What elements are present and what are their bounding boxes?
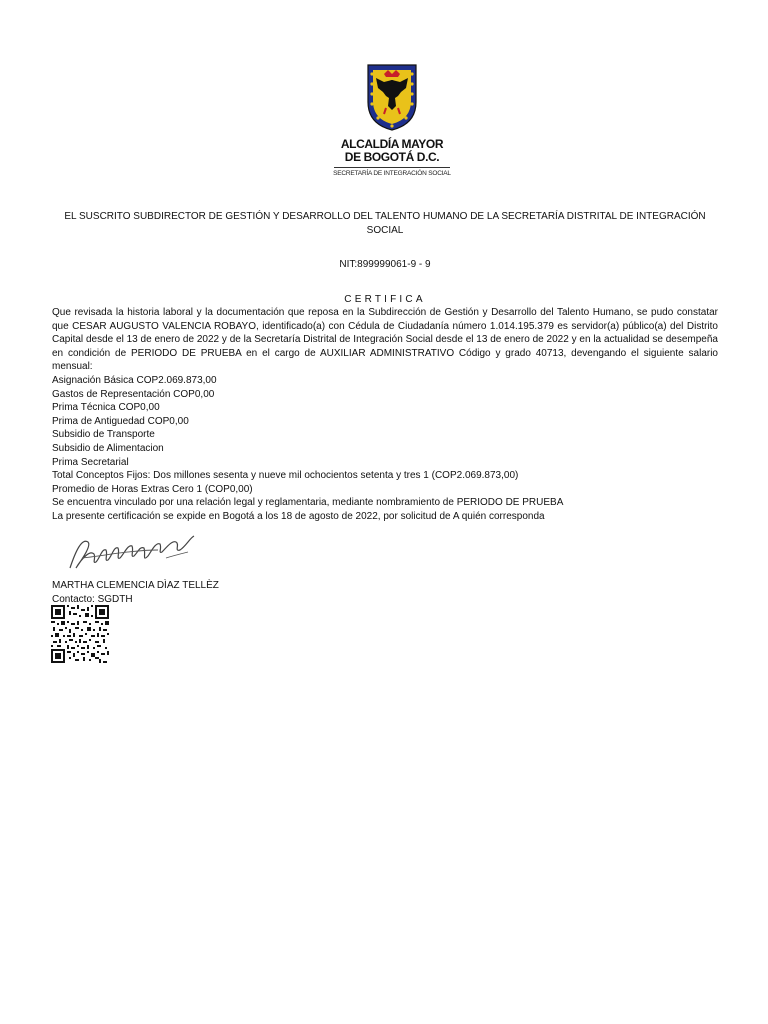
salary-line: Gastos de Representación COP0,00 <box>52 388 215 400</box>
certificate-body <box>52 306 718 524</box>
overtime-line: Promedio de Horas Extras Cero 1 (COP0,00) <box>52 483 253 495</box>
salary-line: Asignación Básica COP2.069.873,00 <box>52 374 217 386</box>
certification-paragraph: Que revisada la historia laboral y la documentación que reposa en la Subdirección de Gestión y Desarrollo del Talento Humano, se pudo constatar que CESAR AUGUSTO VALENCIA ROBAYO, identificado(a) con Cédula de Ciudadanía número 1.014.195.379 es servidor(a) público(a) del Distrito Capital desde el 13 de enero de 2022 y de la Secretaría Distrital de Integración Social desde el 13 de enero de 2022 y en la actualidad se desempeña en condición de PERIODO DE PRUEBA en el cargo de AUXILIAR ADMINISTRATIVO Código y grado 40713, devengando el siguiente salario mensual: <box>52 307 718 373</box>
issuance-line: La presente certificación se expide en Bogotá a los 18 de agosto de 2022, por solicitud de A quién corresponda <box>52 510 545 522</box>
salary-line: Subsidio de Alimentacion <box>52 442 164 454</box>
logo-title-line1: ALCALDÍA MAYOR <box>340 137 444 151</box>
appointment-line: Se encuentra vinculado por una relación legal y reglamentaria, mediante nombramiento de PERIODO DE PRUEBA <box>52 497 564 509</box>
salary-line: Prima Secretarial <box>52 456 129 468</box>
salary-line: Subsidio de Transporte <box>52 429 155 441</box>
logo-subtitle: SECRETARÍA DE INTEGRACIÓN SOCIAL <box>333 170 451 177</box>
logo-title-line2: DE BOGOTÁ D.C. <box>344 150 440 164</box>
qr-code-icon[interactable] <box>51 605 109 663</box>
salary-line: Prima Técnica COP0,00 <box>52 402 160 414</box>
contact-line: Contacto: SGDTH <box>52 594 133 605</box>
document-heading: EL SUSCRITO SUBDIRECTOR DE GESTIÓN Y DESARROLLO DEL TALENTO HUMANO DE LA SECRETARÍA DISTRITAL DE INTEGRACIÓN SOCIAL <box>64 211 706 236</box>
certifica-title: CERTIFICA <box>344 294 426 305</box>
salary-line: Prima de Antiguedad COP0,00 <box>52 415 189 427</box>
institution-logo <box>330 62 454 178</box>
total-line: Total Conceptos Fijos: Dos millones sesenta y nueve mil ochocientos setenta y tres 1 (COP2.069.873,00) <box>52 470 519 482</box>
handwritten-signature-icon <box>62 528 202 576</box>
signer-name: MARTHA CLEMENCIA DÌAZ TELLÈZ <box>52 580 219 591</box>
bogota-coat-of-arms-icon <box>364 62 420 132</box>
logo-divider <box>334 167 450 168</box>
nit-number: NIT:899999061-9 - 9 <box>339 259 431 270</box>
